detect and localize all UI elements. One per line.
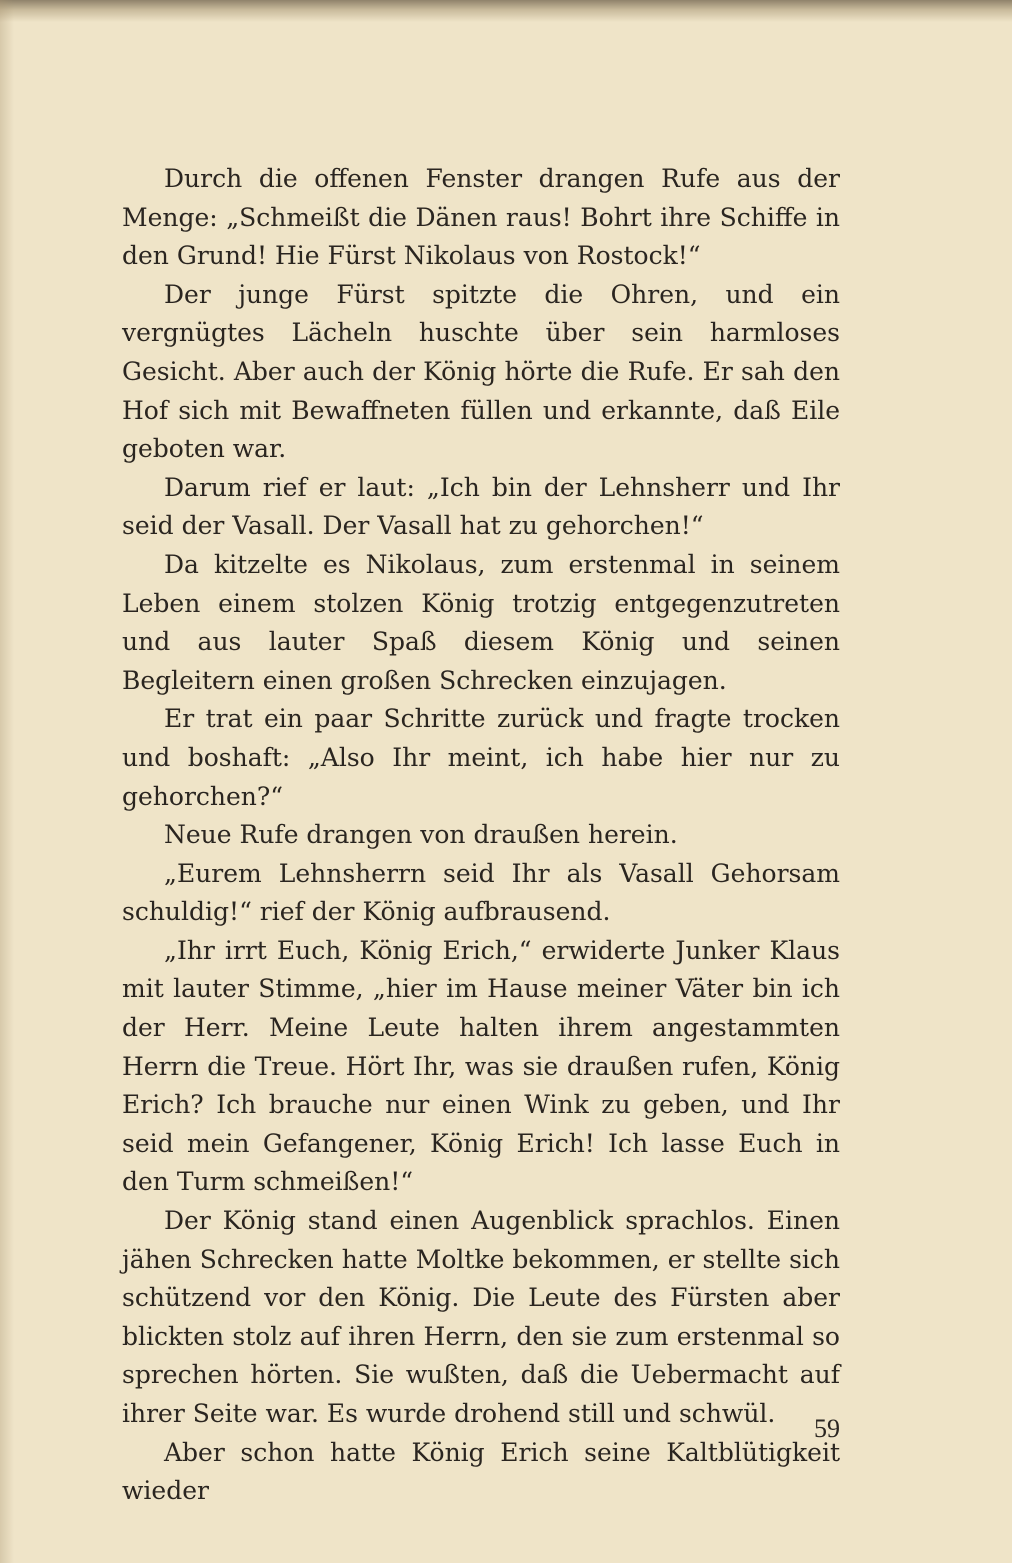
paragraph: Der junge Fürst spitzte die Ohren, und ein vergnügtes Lächeln huschte über sein harmloses Gesicht. Aber auch der König hörte die Rufe. Er sah den Hof sich mit Bewaffneten füllen und erkannte, daß Eile geboten war.: [122, 279, 840, 464]
paragraph: Der König stand einen Augenblick sprachlos. Einen jähen Schrecken hatte Moltke bekommen, er stellte sich schützend vor den König. Die Leute des Fürsten aber blickten stolz auf ihren Herrn, den sie zum erstenmal so sprechen hörten. Sie wußten, daß die Uebermacht auf ihrer Seite war. Es wurde drohend still und schwül.: [122, 1206, 840, 1428]
paragraph: Er trat ein paar Schritte zurück und fragte trocken und boshaft: „Also Ihr meint, ich habe hier nur zu gehorchen?“: [122, 704, 840, 811]
paragraph: Aber schon hatte König Erich seine Kaltblütigkeit wieder: [122, 1437, 840, 1506]
paragraph: „Ihr irrt Euch, König Erich,“ erwiderte Junker Klaus mit lauter Stimme, „hier im Hause meiner Väter bin ich der Herr. Meine Leute halten ihrem angestammten Herrn die Treue. Hört Ihr, was sie draußen rufen, König Erich? Ich brauche nur einen Wink zu geben, und Ihr seid mein Gefangener, König Erich! Ich lasse Euch in den Turm schmeißen!“: [122, 935, 840, 1197]
body-text: [122, 160, 840, 1511]
page-left-edge: [0, 0, 14, 1563]
paragraph: Neue Rufe drangen von draußen herein.: [164, 820, 678, 850]
page-number: 59: [814, 1414, 840, 1443]
paragraph: Durch die offenen Fenster drangen Rufe aus der Menge: „Schmeißt die Dänen raus! Bohrt ihre Schiffe in den Grund! Hie Fürst Nikolaus von Rostock!“: [122, 164, 840, 271]
page-top-shadow: [0, 0, 1012, 22]
paragraph: Da kitzelte es Nikolaus, zum erstenmal in seinem Leben einem stolzen König trotzig entgegenzutreten und aus lauter Spaß diesem König und seinen Begleitern einen großen Schrecken einzujagen.: [122, 549, 840, 695]
paragraph: Darum rief er laut: „Ich bin der Lehnsherr und Ihr seid der Vasall. Der Vasall hat zu gehorchen!“: [122, 472, 840, 541]
paragraph: „Eurem Lehnsherrn seid Ihr als Vasall Gehorsam schuldig!“ rief der König aufbrausend.: [122, 858, 840, 927]
